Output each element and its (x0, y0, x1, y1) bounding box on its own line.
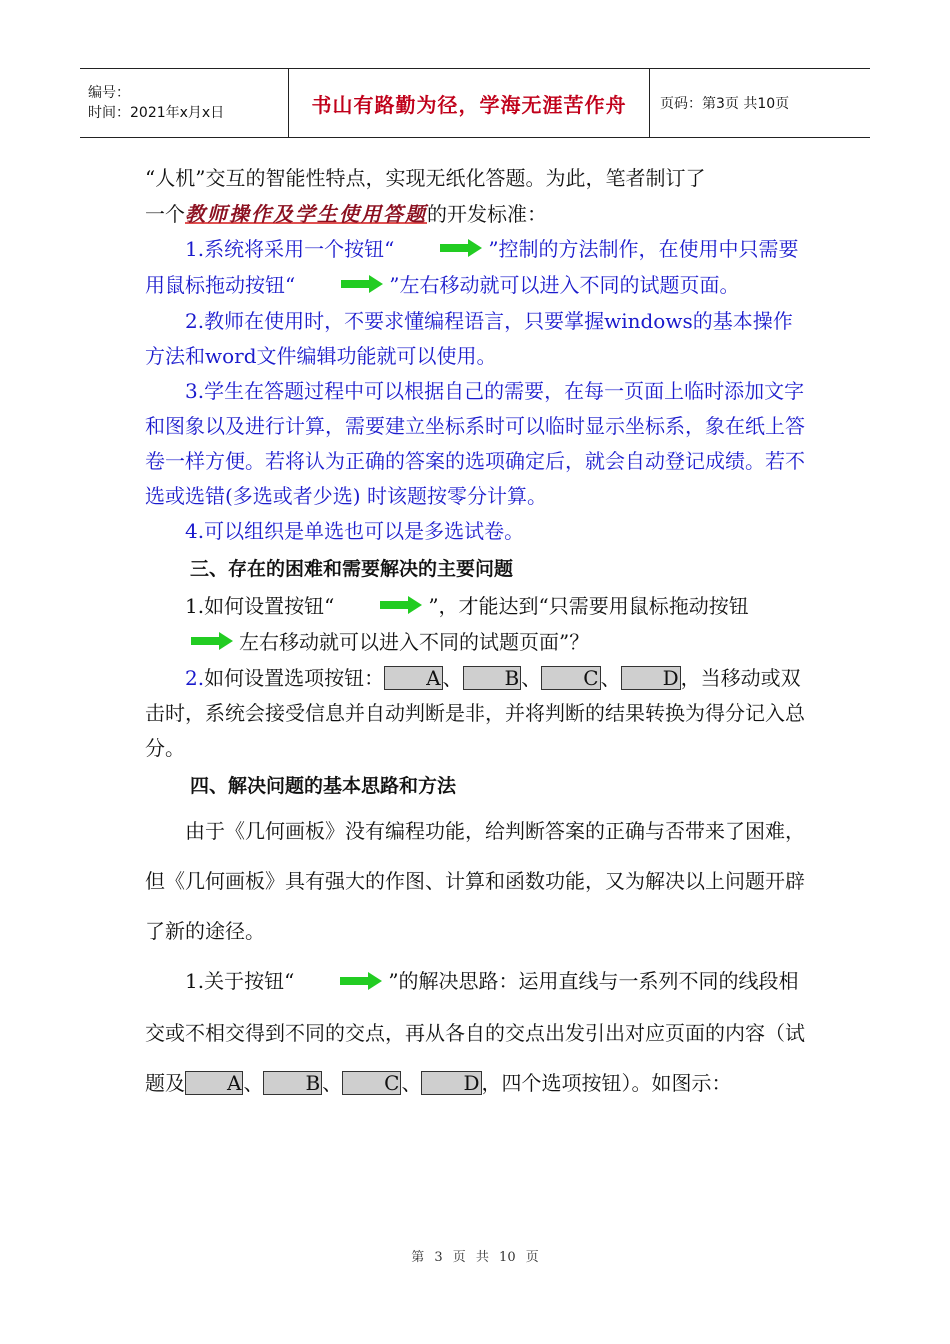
green-right-arrow-icon (301, 269, 383, 304)
standard-3: 3.学生在答题过程中可以根据自己的需要，在每一页面上临时添加文字和图象以及进行计算，需要建立坐标系时可以临时显示坐标系，象在纸上答卷一样方便。若将认为正确的答案的选项确定后，就会自动登记成绩。若不选或选错(多选或者少选) 时该题按零分计算。 (145, 379, 805, 508)
document-body (145, 160, 810, 1108)
option-c-button[interactable]: C (541, 666, 600, 690)
solution-1: 1.关于按钮“ ”的解决思路：运用直线与一系列不同的线段相交或不相交得到不同的交点，再从各自的交点出发引出对应页面的内容（试题及 A 、 B 、 C 、 D ，四个选项按钮）。如图示： (145, 956, 810, 1108)
standard-1: 1.系统将采用一个按钮“ ”控制的方法制作，在使用中只需要用鼠标拖动按钮“ ”左右移动就可以进入不同的试题页面。 (145, 232, 810, 304)
option-b-button[interactable]: B (263, 1071, 322, 1095)
standard-2: 2.教师在使用时，不要求懂编程语言，只要掌握windows的基本操作方法和word文件编辑功能就可以使用。 (145, 309, 793, 368)
emphasized-phrase: 教师操作及学生使用答题 (185, 202, 427, 226)
green-right-arrow-icon (340, 590, 422, 625)
question-1: 1.如何设置按钮“ ”，才能达到“只需要用鼠标拖动按钮 左右移动就可以进入不同的试题页面”？ (145, 589, 810, 661)
option-d-button[interactable]: D (621, 666, 681, 690)
intro-line-2: 一个教师操作及学生使用答题的开发标准： (145, 202, 547, 226)
option-a-button[interactable]: A (384, 666, 442, 690)
header-motto-cell (289, 69, 650, 137)
header-meta (80, 69, 289, 137)
method-paragraph: 由于《几何画板》没有编程功能，给判断答案的正确与否带来了困难，但《几何画板》具有强大的作图、计算和函数功能，又为解决以上问题开辟了新的途径。 (145, 819, 805, 943)
intro-line-1: “人机”交互的智能性特点，实现无纸化答题。为此，笔者制订了 (145, 166, 706, 190)
header-page-info-cell (650, 69, 870, 137)
page-header (80, 68, 870, 138)
header-page-info: 页码：第3页 共10页 (660, 96, 790, 112)
question-2: 2.如何设置选项按钮： A 、 B 、 C 、 D ，当移动或双击时，系统会接受信息并自动判断是非，并将判断的结果转换为得分记入总分。 (145, 666, 805, 760)
option-a-button[interactable]: A (185, 1071, 243, 1095)
header-motto: 书山有路勤为径，学海无涯苦作舟 (311, 92, 627, 117)
section-heading-3: 三、存在的困难和需要解决的主要问题 (190, 558, 514, 580)
section-heading-4: 四、解决问题的基本思路和方法 (190, 775, 457, 797)
option-b-button[interactable]: B (463, 666, 522, 690)
green-right-arrow-icon (151, 626, 233, 661)
green-right-arrow-icon (300, 958, 382, 1008)
page-footer: 第 3 页 共 10 页 (411, 1250, 539, 1265)
number-label: 编号： (88, 85, 130, 101)
option-c-button[interactable]: C (342, 1071, 401, 1095)
option-d-button[interactable]: D (421, 1071, 481, 1095)
green-right-arrow-icon (400, 233, 482, 268)
standard-4: 4.可以组织是单选也可以是多选试卷。 (185, 519, 525, 543)
date-label: 时间：2021年x月x日 (88, 105, 225, 121)
